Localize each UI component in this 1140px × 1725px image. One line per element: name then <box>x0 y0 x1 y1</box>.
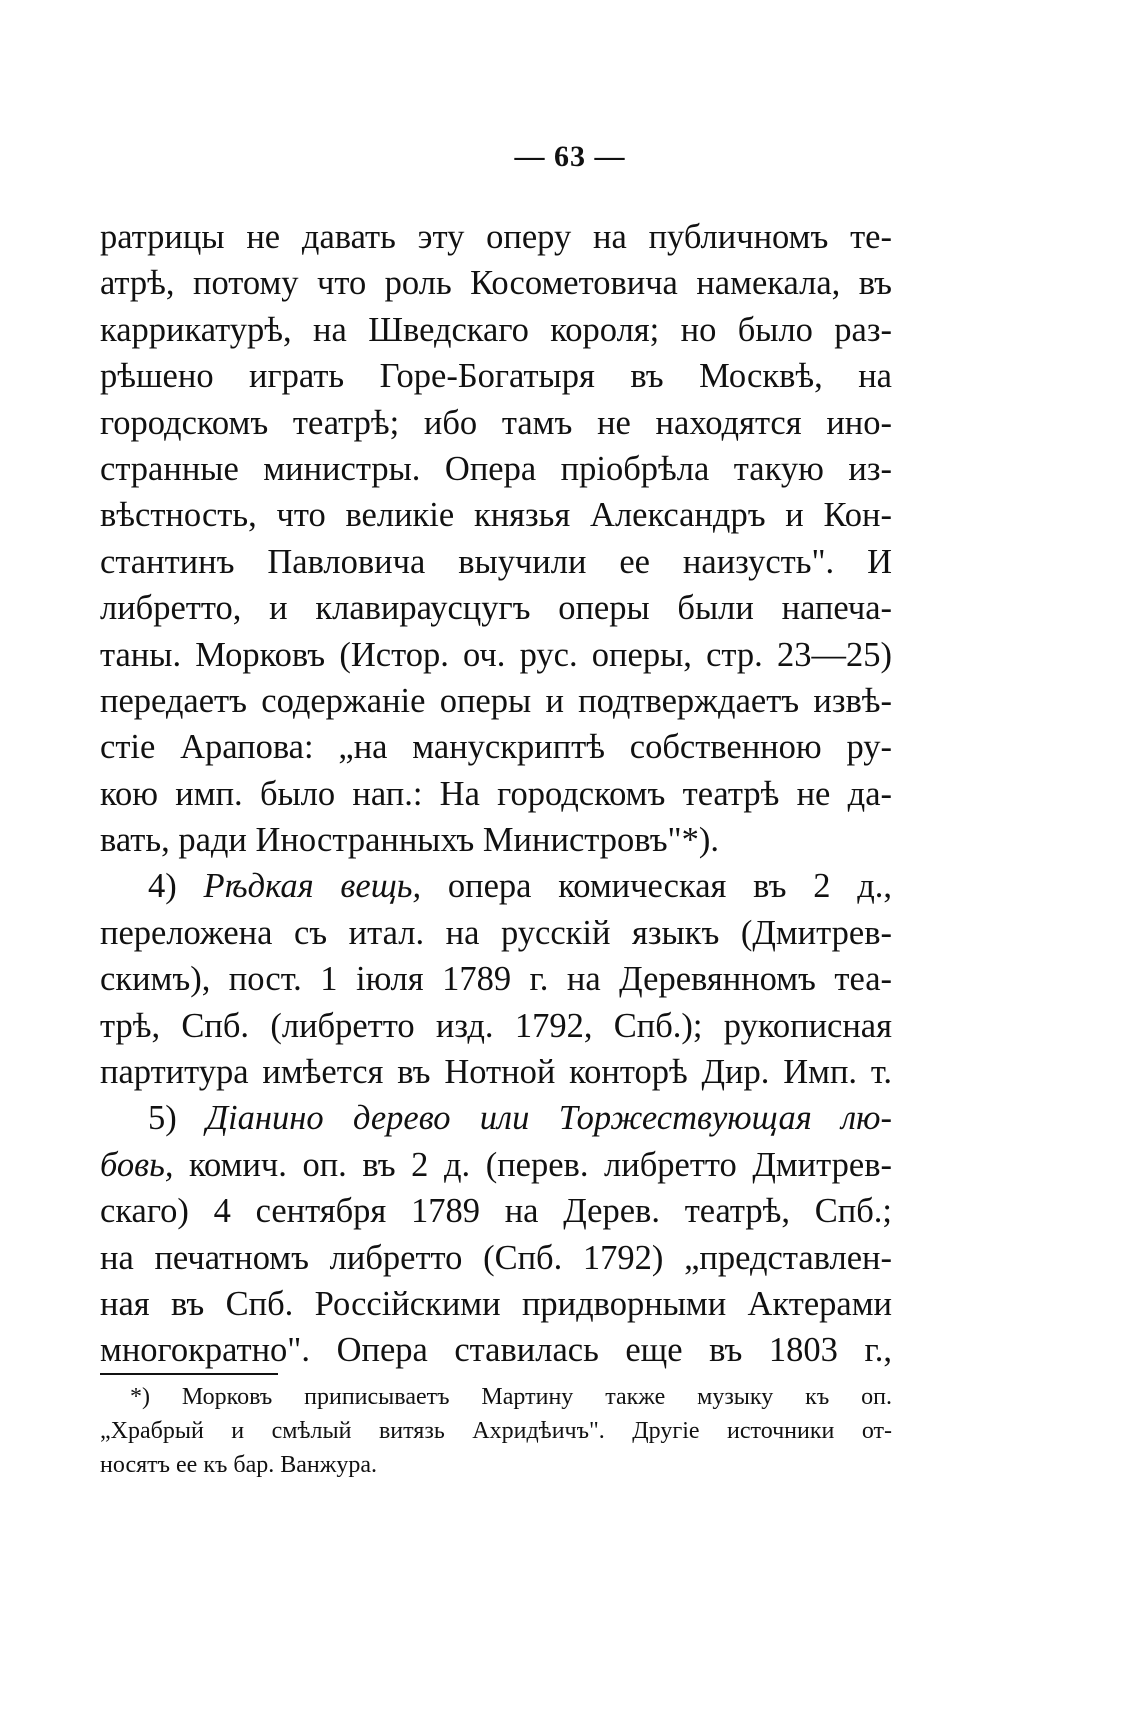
text-line: скаго) 4 сентября 1789 на Дерев. театрѣ, Спб.; <box>100 1192 892 1231</box>
text-line: ная въ Спб. Россійскими придворными Актерами <box>100 1284 892 1323</box>
item-4-title: Рѣдкая вещь, <box>203 867 422 906</box>
text-line: рѣшено играть Горе-Богатыря въ Москвѣ, на <box>100 357 892 396</box>
text-line: на печатномъ либретто (Спб. 1792) „представлен- <box>100 1238 892 1277</box>
item-5-title: Діанино дерево или Торжествующая лю- <box>206 1099 892 1138</box>
text-line: странные министры. Опера пріобрѣла такую из- <box>100 449 892 488</box>
item-4-heading-line <box>100 863 892 909</box>
text-line: многократно". Опера ставилась еще въ 1803 г., <box>100 1331 892 1370</box>
text-line: ратрицы не давать эту оперу на публичномъ те- <box>100 218 892 256</box>
text-line: передаетъ содержаніе оперы и подтверждаетъ извѣ- <box>100 681 892 720</box>
item-5-heading-line <box>100 1095 892 1141</box>
main-text <box>100 214 892 1374</box>
text-line: переложена съ итал. на русскій языкъ (Дмитрев- <box>100 913 892 952</box>
text-line: городскомъ театрѣ; ибо тамъ не находятся ино- <box>100 403 892 442</box>
page-number: — 63 — <box>514 140 626 173</box>
text-line: либретто, и клавираусцугъ оперы были напеча- <box>100 589 892 628</box>
text-line: скимъ), пост. 1 іюля 1789 г. на Деревянномъ теа- <box>100 960 892 999</box>
item-4-lead: опера комическая въ 2 д., <box>447 867 893 906</box>
footnote-line: „Храбрый и смѣлый витязь Ахридѣичъ". Другіе источники от- <box>100 1418 892 1444</box>
item-5-title-cont: бовь, <box>100 1145 174 1184</box>
text-line: стантинъ Павловича выучили ее наизусть". И <box>100 542 892 581</box>
text-line: каррикатурѣ, на Шведскаго короля; но было раз- <box>100 310 892 349</box>
item-4-number: 4) <box>148 867 177 906</box>
text-line: трѣ, Спб. (либретто изд. 1792, Спб.); рукописная <box>100 1006 892 1045</box>
text-line: стіе Арапова: „на манускриптѣ собственною ру- <box>100 728 892 767</box>
item-5-lead: комич. оп. въ 2 д. (перев. либретто Дмитрев- <box>189 1145 892 1184</box>
text-line: кою имп. было нап.: На городскомъ театрѣ не да- <box>100 774 892 813</box>
text-line: атрѣ, потому что роль Косометовича намекала, въ <box>100 264 892 303</box>
footnote-line: *) Морковъ приписываетъ Мартину также музыку къ оп. <box>130 1384 892 1410</box>
item-5-number: 5) <box>148 1099 177 1138</box>
text-line: партитура имѣется въ Нотной конторѣ Дир. Имп. т. <box>100 1053 892 1092</box>
item-5-second-line <box>100 1142 892 1188</box>
text-line: вѣстность, что великіе князья Александръ и Кон- <box>100 496 892 535</box>
text-line: вать, ради Иностранныхъ Министровъ"*). <box>100 821 719 860</box>
footnote-line: носятъ ее къ бар. Ванжура. <box>100 1452 378 1478</box>
footnote <box>100 1380 892 1482</box>
footnote-rule <box>100 1373 278 1375</box>
text-line: таны. Морковъ (Истор. оч. рус. оперы, стр. 23—25) <box>100 635 892 674</box>
